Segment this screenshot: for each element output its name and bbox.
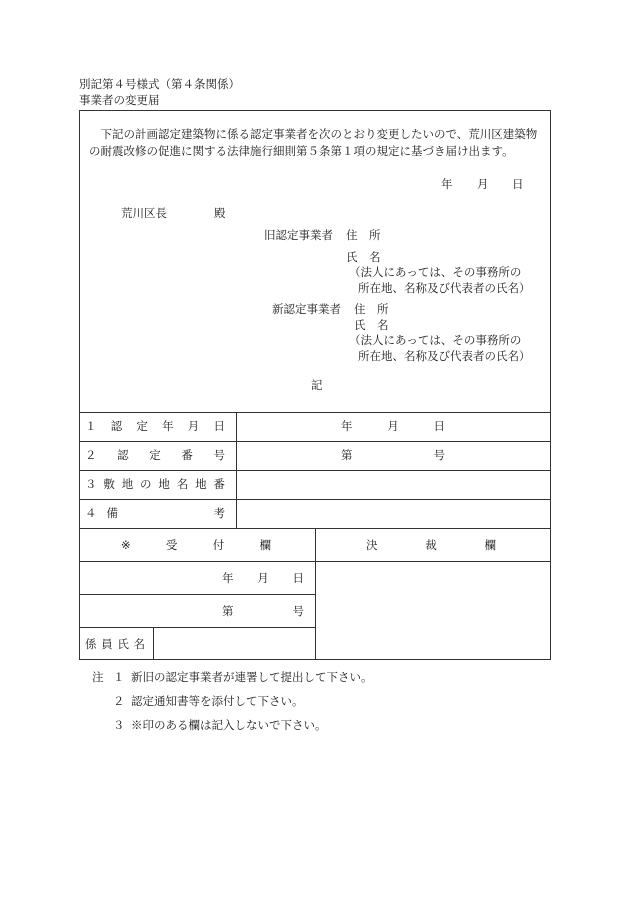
old-operator-label: 旧認定事業者 bbox=[264, 228, 333, 242]
row-cert-date-label: １ 認 定 年 月 日 bbox=[85, 419, 225, 433]
note-2-text: 認定通知書等を添付して下さい。 bbox=[131, 694, 304, 708]
row-lot-value[interactable] bbox=[237, 471, 550, 499]
row-cert-number-label: ２ 認 定 番 号 bbox=[85, 448, 225, 462]
old-operator-address-label: 住 所 bbox=[346, 228, 381, 242]
new-operator-note-1: （法人にあっては、その事務所の bbox=[349, 333, 522, 347]
old-operator-name-label: 氏 名 bbox=[346, 250, 381, 264]
note-3-text: ※印のある欄は記入しないで下さい。 bbox=[131, 718, 327, 732]
note-2-number: ２ bbox=[113, 694, 125, 708]
row-remarks-label: ４ 備 考 bbox=[85, 506, 225, 520]
row-remarks-value[interactable] bbox=[237, 500, 550, 528]
date-day: 日 bbox=[512, 177, 524, 191]
old-operator-note-2: 所在地、名称及び代表者の氏名） bbox=[358, 281, 531, 295]
ki-marker: 記 bbox=[311, 378, 323, 392]
date-year: 年 bbox=[441, 177, 453, 191]
note-1-number: １ bbox=[113, 670, 125, 684]
decision-area[interactable] bbox=[316, 562, 550, 659]
note-1-text: 新旧の認定事業者が連署して提出して下さい。 bbox=[131, 670, 373, 684]
date-month: 月 bbox=[477, 177, 489, 191]
row-cert-number-value[interactable]: 第 号 bbox=[341, 448, 445, 462]
notes-prefix: 注 bbox=[92, 670, 104, 684]
reception-date: 年 月 日 bbox=[222, 571, 304, 585]
reception-number: 第 号 bbox=[222, 604, 304, 618]
divider-row1 bbox=[79, 441, 551, 442]
staff-name-value[interactable] bbox=[154, 628, 314, 659]
intro-paragraph: 下記の計画認定建築物に係る認定事業者を次のとおり変更したいので、荒川区建築物の耐震改修の促進に関する法律施行細則第５条第１項の規定に基づき届け出ます。 bbox=[89, 127, 538, 158]
old-operator-note-1: （法人にあっては、その事務所の bbox=[349, 265, 522, 279]
honorific: 殿 bbox=[214, 206, 226, 220]
staff-name-label: 係 員 氏 名 bbox=[85, 637, 145, 651]
new-operator-name-label: 氏 名 bbox=[354, 318, 389, 332]
form-number: 別記第４号様式（第４条関係） bbox=[79, 77, 240, 91]
reception-header: ※ 受 付 欄 bbox=[121, 538, 271, 552]
divider-upper bbox=[79, 412, 551, 413]
divider-reception-1 bbox=[79, 594, 315, 595]
note-3-number: ３ bbox=[113, 718, 125, 732]
decision-header: 決 裁 欄 bbox=[366, 538, 496, 552]
row-cert-date-value[interactable]: 年 月 日 bbox=[341, 419, 445, 433]
new-operator-label: 新認定事業者 bbox=[272, 302, 341, 316]
addressee: 荒川区長 bbox=[121, 206, 167, 220]
new-operator-address-label: 住 所 bbox=[354, 302, 389, 316]
row-lot-label: ３ 敷 地 の 地 名 地 番 bbox=[85, 477, 225, 491]
form-title: 事業者の変更届 bbox=[79, 93, 160, 107]
new-operator-note-2: 所在地、名称及び代表者の氏名） bbox=[358, 349, 531, 363]
